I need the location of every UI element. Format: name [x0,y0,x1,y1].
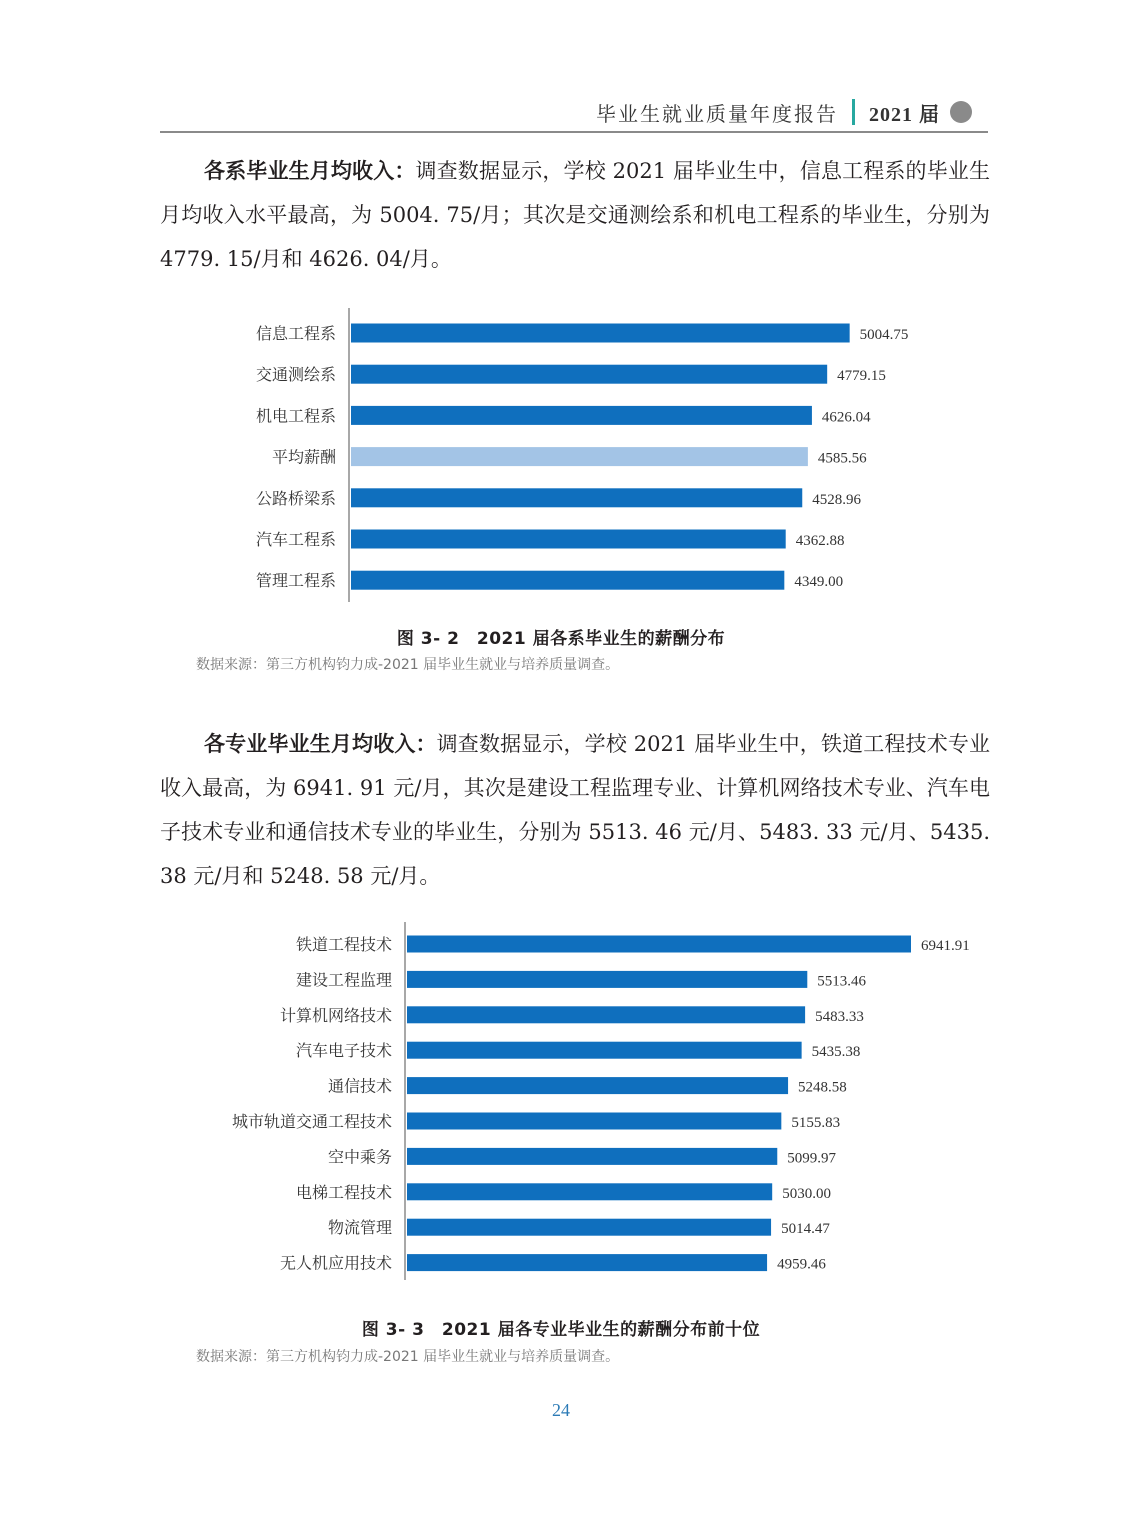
category-label: 物流管理 [327,1220,392,1238]
category-label: 无人机应用技术 [279,1255,392,1273]
bar [407,971,807,988]
bar [407,1254,767,1271]
data-label: 5030.00 [782,1185,831,1202]
bar [351,324,850,343]
bar [407,1148,777,1165]
category-label: 交通测绘系 [255,367,336,385]
section-major-income [160,722,990,898]
category-label: 电梯工程技术 [295,1184,392,1202]
report-title: 毕业生就业质量年度报告 [596,101,838,126]
report-year: 2021 届 [869,103,940,126]
bar [407,1077,788,1094]
paragraph-text: 调查数据显示，学校 2021 届毕业生中，信息工程系的毕业生月均收入水平最高，为 5004. 75/月；其次是交通测绘系和机电工程系的毕业生，分别为 4779. 15/月和 4626. 04/月。 [160,159,991,271]
category-label: 管理工程系 [255,573,336,591]
category-label: 城市轨道交通工程技术 [231,1114,392,1131]
data-label: 4585.56 [817,450,867,467]
bar [351,406,812,425]
section-dept-income [160,149,990,281]
bar [351,571,784,590]
data-label: 4626.04 [821,409,871,426]
bar [407,1042,802,1059]
data-label: 5483.33 [815,1008,864,1025]
bar [351,530,786,549]
data-label: 4362.88 [795,533,845,549]
data-label: 5435.38 [811,1044,861,1061]
dept-salary-chart [0,300,1122,610]
bar [351,447,808,466]
bar [407,1113,781,1130]
category-label: 汽车电子技术 [295,1043,392,1061]
page-header [596,95,972,129]
figure-caption: 图 3- 2 2021 届各系毕业生的薪酬分布 [396,629,726,649]
figure-source: 数据来源：第三方机构钧力成-2021 届毕业生就业与培养质量调查。 [196,657,620,673]
bar [351,365,827,384]
header-rule [160,131,988,133]
category-label: 空中乘务 [327,1149,392,1167]
page-number: 24 [552,1400,570,1420]
category-label: 信息工程系 [255,326,336,343]
category-label: 通信技术 [327,1078,392,1096]
category-label: 建设工程监理 [295,972,392,990]
category-label: 计算机网络技术 [279,1007,392,1025]
paragraph-lead: 各专业毕业生月均收入： [204,732,437,756]
category-label: 公路桥梁系 [255,490,336,508]
category-label: 汽车工程系 [255,532,336,549]
paragraph-text: 调查数据显示，学校 2021 届毕业生中，铁道工程技术专业收入最高，为 6941. 91 元/月，其次是建设工程监理专业、计算机网络技术专业、汽车电子技术专业和通信技术专业的毕业生，分别为 5513. 46 元/月、5483. 33 元/月、5435. 38 元/月和 5248. 58 元/月。 [160,732,991,888]
category-label: 平均薪酬 [271,449,336,467]
category-label: 机电工程系 [255,408,336,426]
data-label: 5014.47 [781,1221,830,1238]
bar [351,488,802,507]
data-label: 5513.46 [817,973,867,990]
header-separator [852,99,855,125]
bar [407,936,911,953]
paragraph [160,149,990,281]
figure-caption: 图 3- 3 2021 届各专业毕业生的薪酬分布前十位 [361,1320,761,1340]
major-salary-chart [0,918,1122,1288]
paragraph-lead: 各系毕业生月均收入： [204,159,416,183]
data-label: 4779.15 [837,368,886,385]
category-label: 铁道工程技术 [295,937,392,954]
data-label: 6941.91 [921,938,970,954]
data-label: 4959.46 [777,1256,826,1273]
bar [407,1006,805,1023]
data-label: 5248.58 [798,1079,847,1096]
bar [407,1219,771,1236]
figure-source: 数据来源：第三方机构钧力成-2021 届毕业生就业与培养质量调查。 [196,1349,620,1365]
data-label: 4528.96 [812,491,861,508]
paragraph [160,722,990,898]
bar [407,1183,772,1200]
header-dot-icon [950,101,972,123]
data-label: 5004.75 [859,327,909,343]
data-label: 4349.00 [794,574,844,591]
data-label: 5155.83 [791,1115,841,1131]
data-label: 5099.97 [787,1150,837,1167]
